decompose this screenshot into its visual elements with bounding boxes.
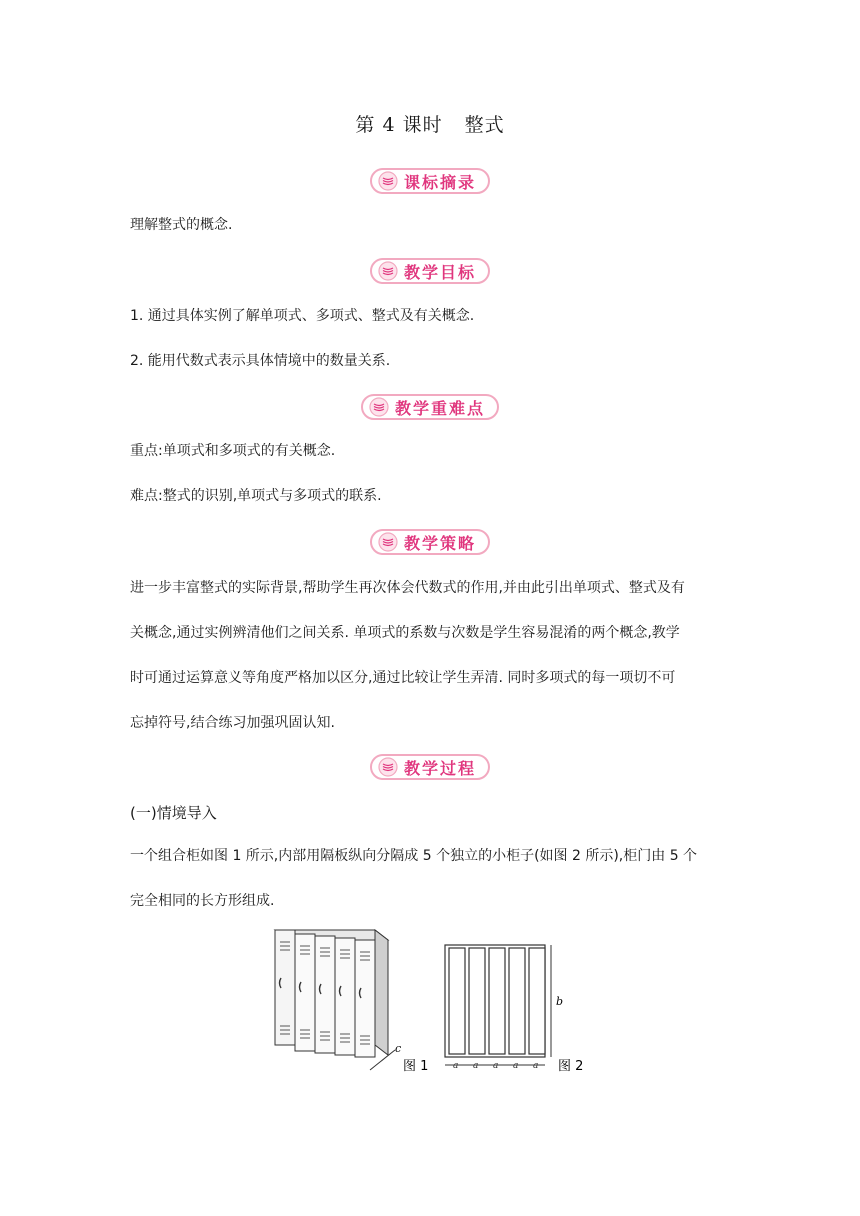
label-a: a — [493, 1061, 499, 1071]
book-icon — [378, 171, 398, 191]
figure-2-front — [445, 945, 551, 1065]
figure-1-cabinet — [275, 930, 395, 1070]
process-line: 一个组合柜如图 1 所示,内部用隔板纵向分隔成 5 个独立的小柜子(如图 2 所示),柜门由 5 个 — [130, 848, 698, 864]
book-icon — [369, 397, 389, 417]
book-icon — [378, 757, 398, 777]
book-icon — [378, 532, 398, 552]
section-label: 教学策略 — [403, 533, 477, 553]
process-line: 完全相同的长方形组成. — [130, 893, 275, 909]
difficult-point: 难点:整式的识别,单项式与多项式的联系. — [130, 488, 382, 504]
strategy-line: 时可通过运算意义等角度严格加以区分,通过比较让学生弄清. 同时多项式的每一项切不可 — [130, 670, 676, 686]
goal-item-1: 1. 通过具体实例了解单项式、多项式、整式及有关概念. — [130, 308, 475, 324]
label-c: c — [395, 1042, 402, 1055]
section-label: 课标摘录 — [403, 172, 477, 192]
label-b: b — [556, 995, 564, 1008]
label-a: a — [453, 1061, 459, 1071]
section-badge-strategy — [370, 529, 490, 555]
label-a: a — [513, 1061, 519, 1071]
strategy-line: 进一步丰富整式的实际背景,帮助学生再次体会代数式的作用,并由此引出单项式、整式及有 — [130, 580, 685, 596]
label-a: a — [533, 1061, 539, 1071]
fig2-caption: 图 2 — [558, 1059, 584, 1074]
strategy-line: 关概念,通过实例辨清他们之间关系. 单项式的系数与次数是学生容易混淆的两个概念,教学 — [130, 625, 680, 641]
cabinet-figure — [260, 920, 600, 1085]
section-badge-curriculum — [370, 168, 490, 194]
goal-item-2: 2. 能用代数式表示具体情境中的数量关系. — [130, 353, 391, 369]
section-badge-goals — [370, 258, 490, 284]
title-lesson: 第 4 课时 — [355, 114, 443, 136]
book-icon — [378, 261, 398, 281]
section-label: 教学目标 — [403, 262, 477, 282]
section-badge-key-points — [361, 394, 499, 420]
important-point: 重点:单项式和多项式的有关概念. — [130, 443, 336, 459]
title-topic: 整式 — [464, 114, 505, 136]
section-label: 教学重难点 — [394, 398, 486, 418]
sub-heading: (一)情境导入 — [130, 804, 217, 822]
page-title — [0, 110, 860, 137]
label-a: a — [473, 1061, 479, 1071]
curriculum-text: 理解整式的概念. — [130, 217, 233, 233]
section-badge-process — [370, 754, 490, 780]
section-label: 教学过程 — [403, 758, 477, 778]
strategy-line: 忘掉符号,结合练习加强巩固认知. — [130, 715, 335, 731]
fig1-caption: 图 1 — [403, 1059, 429, 1074]
